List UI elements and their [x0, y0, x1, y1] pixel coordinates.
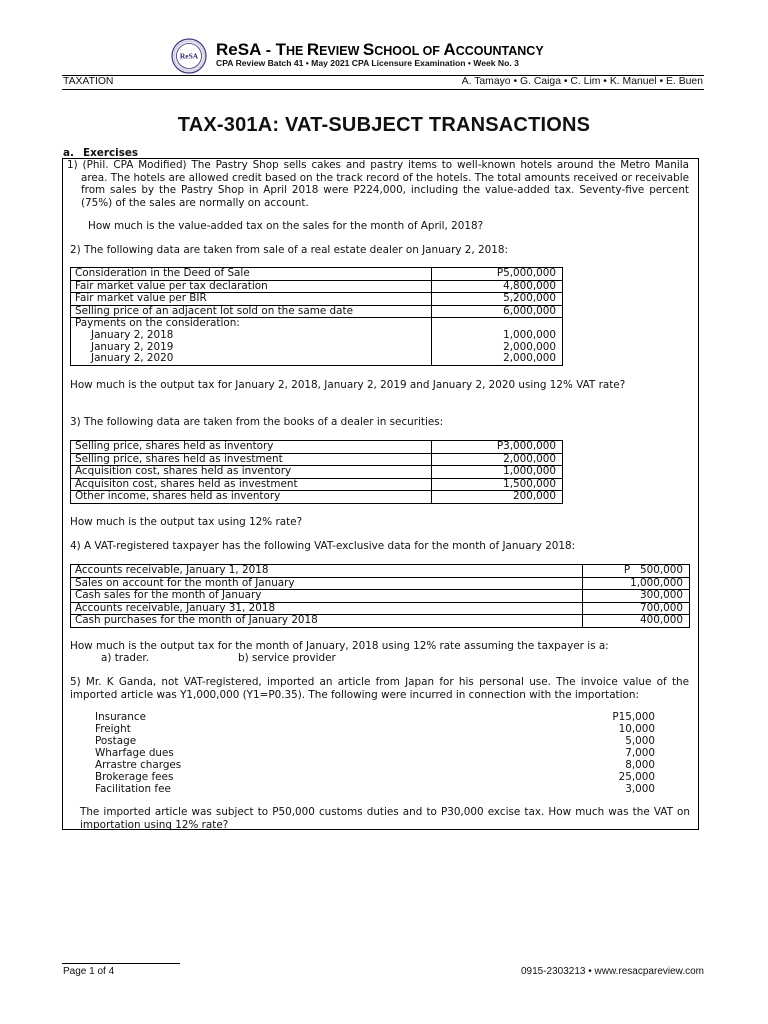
page-number: Page 1 of 4: [63, 966, 115, 977]
resa-logo: [171, 38, 207, 74]
q5-intro: 5) Mr. K Ganda, not VAT-registered, imported an article from Japan for his personal use. The invoice value of the imported article was Y1,000,000 (Y1=P0.35). The following were incurred in connection with the importation:: [70, 676, 689, 701]
q4-option-b: b) service provider: [238, 652, 336, 664]
q4-table: [70, 564, 690, 628]
authors-line: A. Tamayo • G. Caiga • C. Lim • K. Manuel • E. Buen: [461, 76, 703, 87]
q4-option-a: a) trader.: [101, 652, 150, 664]
q2-table: [70, 267, 563, 366]
table-row: Cash sales for the month of January 300,000: [71, 590, 690, 603]
q5-question: The imported article was subject to P50,000 customs duties and to P30,000 excise tax. How much was the VAT on importation using 12% rate?: [80, 806, 690, 831]
q3-intro: 3) The following data are taken from the books of a dealer in securities:: [70, 416, 444, 428]
table-row: Selling price of an adjacent lot sold on the same date 6,000,000: [71, 305, 563, 318]
table-row: Accounts receivable, January 31, 2018 700,000: [71, 602, 690, 615]
table-row: Other income, shares held as inventory 200,000: [71, 491, 563, 504]
svg-text:ReSA: ReSA: [179, 51, 199, 61]
table-row: Cash purchases for the month of January 2018 400,000: [71, 615, 690, 628]
table-row: Sales on account for the month of January 1,000,000: [71, 577, 690, 590]
q3-question: How much is the output tax using 12% rate?: [70, 516, 303, 528]
school-subtitle: CPA Review Batch 41 • May 2021 CPA Licensure Examination • Week No. 3: [216, 58, 519, 68]
subject-label: TAXATION: [63, 76, 114, 87]
q4-question: How much is the output tax for the month of January, 2018 using 12% rate assuming the taxpayer is a:: [70, 640, 609, 652]
table-row: Fair market value per BIR 5,200,000: [71, 293, 563, 306]
list-item: Facilitation fee 3,000: [95, 783, 655, 795]
section-letter: a.: [63, 147, 74, 159]
q4-intro: 4) A VAT-registered taxpayer has the following VAT-exclusive data for the month of January 2018:: [70, 540, 576, 552]
list-item: Postage 5,000: [95, 735, 655, 747]
list-item: Wharfage dues 7,000: [95, 747, 655, 759]
table-row: Selling price, shares held as investment 2,000,000: [71, 453, 563, 466]
table-row: Selling price, shares held as inventory P3,000,000: [71, 441, 563, 454]
table-row: Acquisiton cost, shares held as investment 1,500,000: [71, 478, 563, 491]
list-item: Arrastre charges 8,000: [95, 759, 655, 771]
footer-contact: 0915-2303213 • www.resacpareview.com: [520, 966, 704, 977]
list-item: Freight 10,000: [95, 723, 655, 735]
q2-intro: 2) The following data are taken from sale of a real estate dealer on January 2, 2018:: [70, 244, 508, 256]
list-item: Brokerage fees 25,000: [95, 771, 655, 783]
table-row: January 2, 2018 1,000,000: [71, 330, 563, 342]
q3-table: [70, 440, 563, 504]
table-row: Payments on the consideration:: [71, 318, 563, 330]
q1-question: How much is the value-added tax on the sales for the month of April, 2018?: [88, 220, 484, 232]
q2-question: How much is the output tax for January 2, 2018, January 2, 2019 and January 2, 2020 using 12% VAT rate?: [70, 379, 626, 391]
document-title: TAX-301A: VAT-SUBJECT TRANSACTIONS: [177, 114, 591, 136]
table-row: January 2, 2020 2,000,000: [71, 353, 563, 365]
section-label: Exercises: [83, 147, 139, 159]
footer-rule: [62, 963, 180, 964]
table-row: Consideration in the Deed of Sale P5,000,000: [71, 268, 563, 281]
header-rule-bottom: [62, 89, 704, 90]
table-row: January 2, 2019 2,000,000: [71, 342, 563, 354]
table-row: Acquisition cost, shares held as inventory 1,000,000: [71, 466, 563, 479]
table-row: Fair market value per tax declaration 4,800,000: [71, 280, 563, 293]
q1-text: 1) (Phil. CPA Modified) The Pastry Shop sells cakes and pastry items to well-known hotels around the Metro Manila area. The hotels are allowed credit based on the track record of the hotels. The total amounts received or receivable from sales by the Pastry Shop in April 2018 were P224,000, including the value-added tax. Seventy-five percent (75%) of the sales are normally on account.: [67, 159, 689, 209]
list-item: Insurance P15,000: [95, 711, 655, 723]
school-name: ReSA - THE REVIEW SCHOOL OF ACCOUNTANCY: [216, 40, 544, 59]
table-row: Accounts receivable, January 1, 2018 P 500,000: [71, 565, 690, 578]
